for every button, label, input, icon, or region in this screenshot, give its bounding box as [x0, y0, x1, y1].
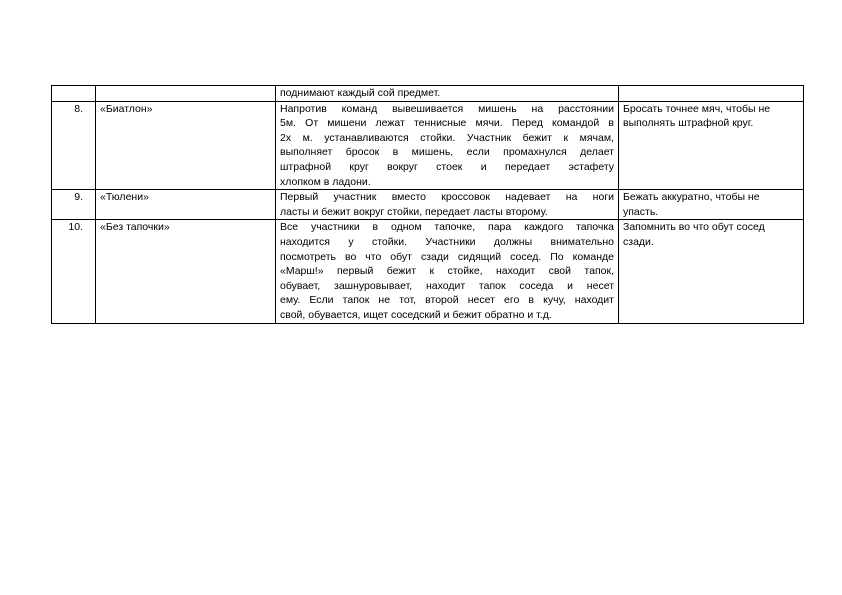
- description-line: выполняет бросок в мишень, если промахнулся делает: [280, 146, 614, 159]
- relay-games-table: [51, 85, 804, 324]
- game-name: «Биатлон»: [96, 101, 276, 190]
- row-number: 8.: [52, 101, 96, 190]
- description-line: «Марш!» первый бежит к стойке, находит свой тапок,: [280, 265, 614, 278]
- description-line: находится у стойки. Участники должны внимательно: [280, 235, 614, 248]
- description-line: ему. Если тапок не тот, второй несет его в кучу, находит: [280, 294, 614, 307]
- row-number: 9.: [52, 190, 96, 220]
- description-line: ласты и бежит вокруг стойки, передает ласты второму.: [280, 205, 548, 218]
- description-line: 2х м. устанавливаются стойки. Участник бежит к мячам,: [280, 131, 614, 144]
- game-name: «Тюлени»: [96, 190, 276, 220]
- game-goal: [619, 220, 804, 323]
- description-line: Напротив команд вывешивается мишень на расстоянии: [280, 102, 614, 115]
- goal-line: упасть.: [623, 205, 659, 218]
- table-row: [52, 86, 804, 102]
- game-name: [96, 86, 276, 102]
- description-line: обувает, зашнуровывает, находит тапок соседа и несет: [280, 279, 614, 292]
- goal-line: сзади.: [623, 235, 654, 248]
- description-line: хлопком в ладони.: [280, 175, 371, 188]
- game-name: «Без тапочки»: [96, 220, 276, 323]
- description-line: свой, обувается, ищет соседский и бежит обратно и т.д.: [280, 308, 552, 321]
- game-goal: [619, 86, 804, 102]
- goal-line: Запомнить во что обут сосед: [623, 221, 765, 234]
- row-number: [52, 86, 96, 102]
- description-line: Первый участник вместо кроссовок надевает на ноги: [280, 191, 614, 204]
- goal-line: Бросать точнее мяч, чтобы не: [623, 102, 771, 115]
- table-row: [52, 101, 804, 190]
- game-description: [276, 86, 619, 102]
- description-line: 5м. От мишени лежат теннисные мячи. Перед командой в: [280, 117, 614, 130]
- description-line: посмотреть во что обут сзади сидящий сосед. По команде: [280, 250, 614, 263]
- game-goal: [619, 190, 804, 220]
- description-line: штрафной круг вокруг стоек и передает эстафету: [280, 160, 614, 173]
- description-line: поднимают каждый сой предмет.: [280, 87, 441, 99]
- table-row: [52, 190, 804, 220]
- game-description: [276, 220, 619, 323]
- game-description: [276, 101, 619, 190]
- goal-line: Бежать аккуратно, чтобы не: [623, 191, 760, 204]
- table-row: [52, 220, 804, 323]
- description-line: Все участники в одном тапочке, пара каждого тапочка: [280, 221, 614, 234]
- game-description: [276, 190, 619, 220]
- row-number: 10.: [52, 220, 96, 323]
- goal-line: выполнять штрафной круг.: [623, 117, 754, 130]
- game-goal: [619, 101, 804, 190]
